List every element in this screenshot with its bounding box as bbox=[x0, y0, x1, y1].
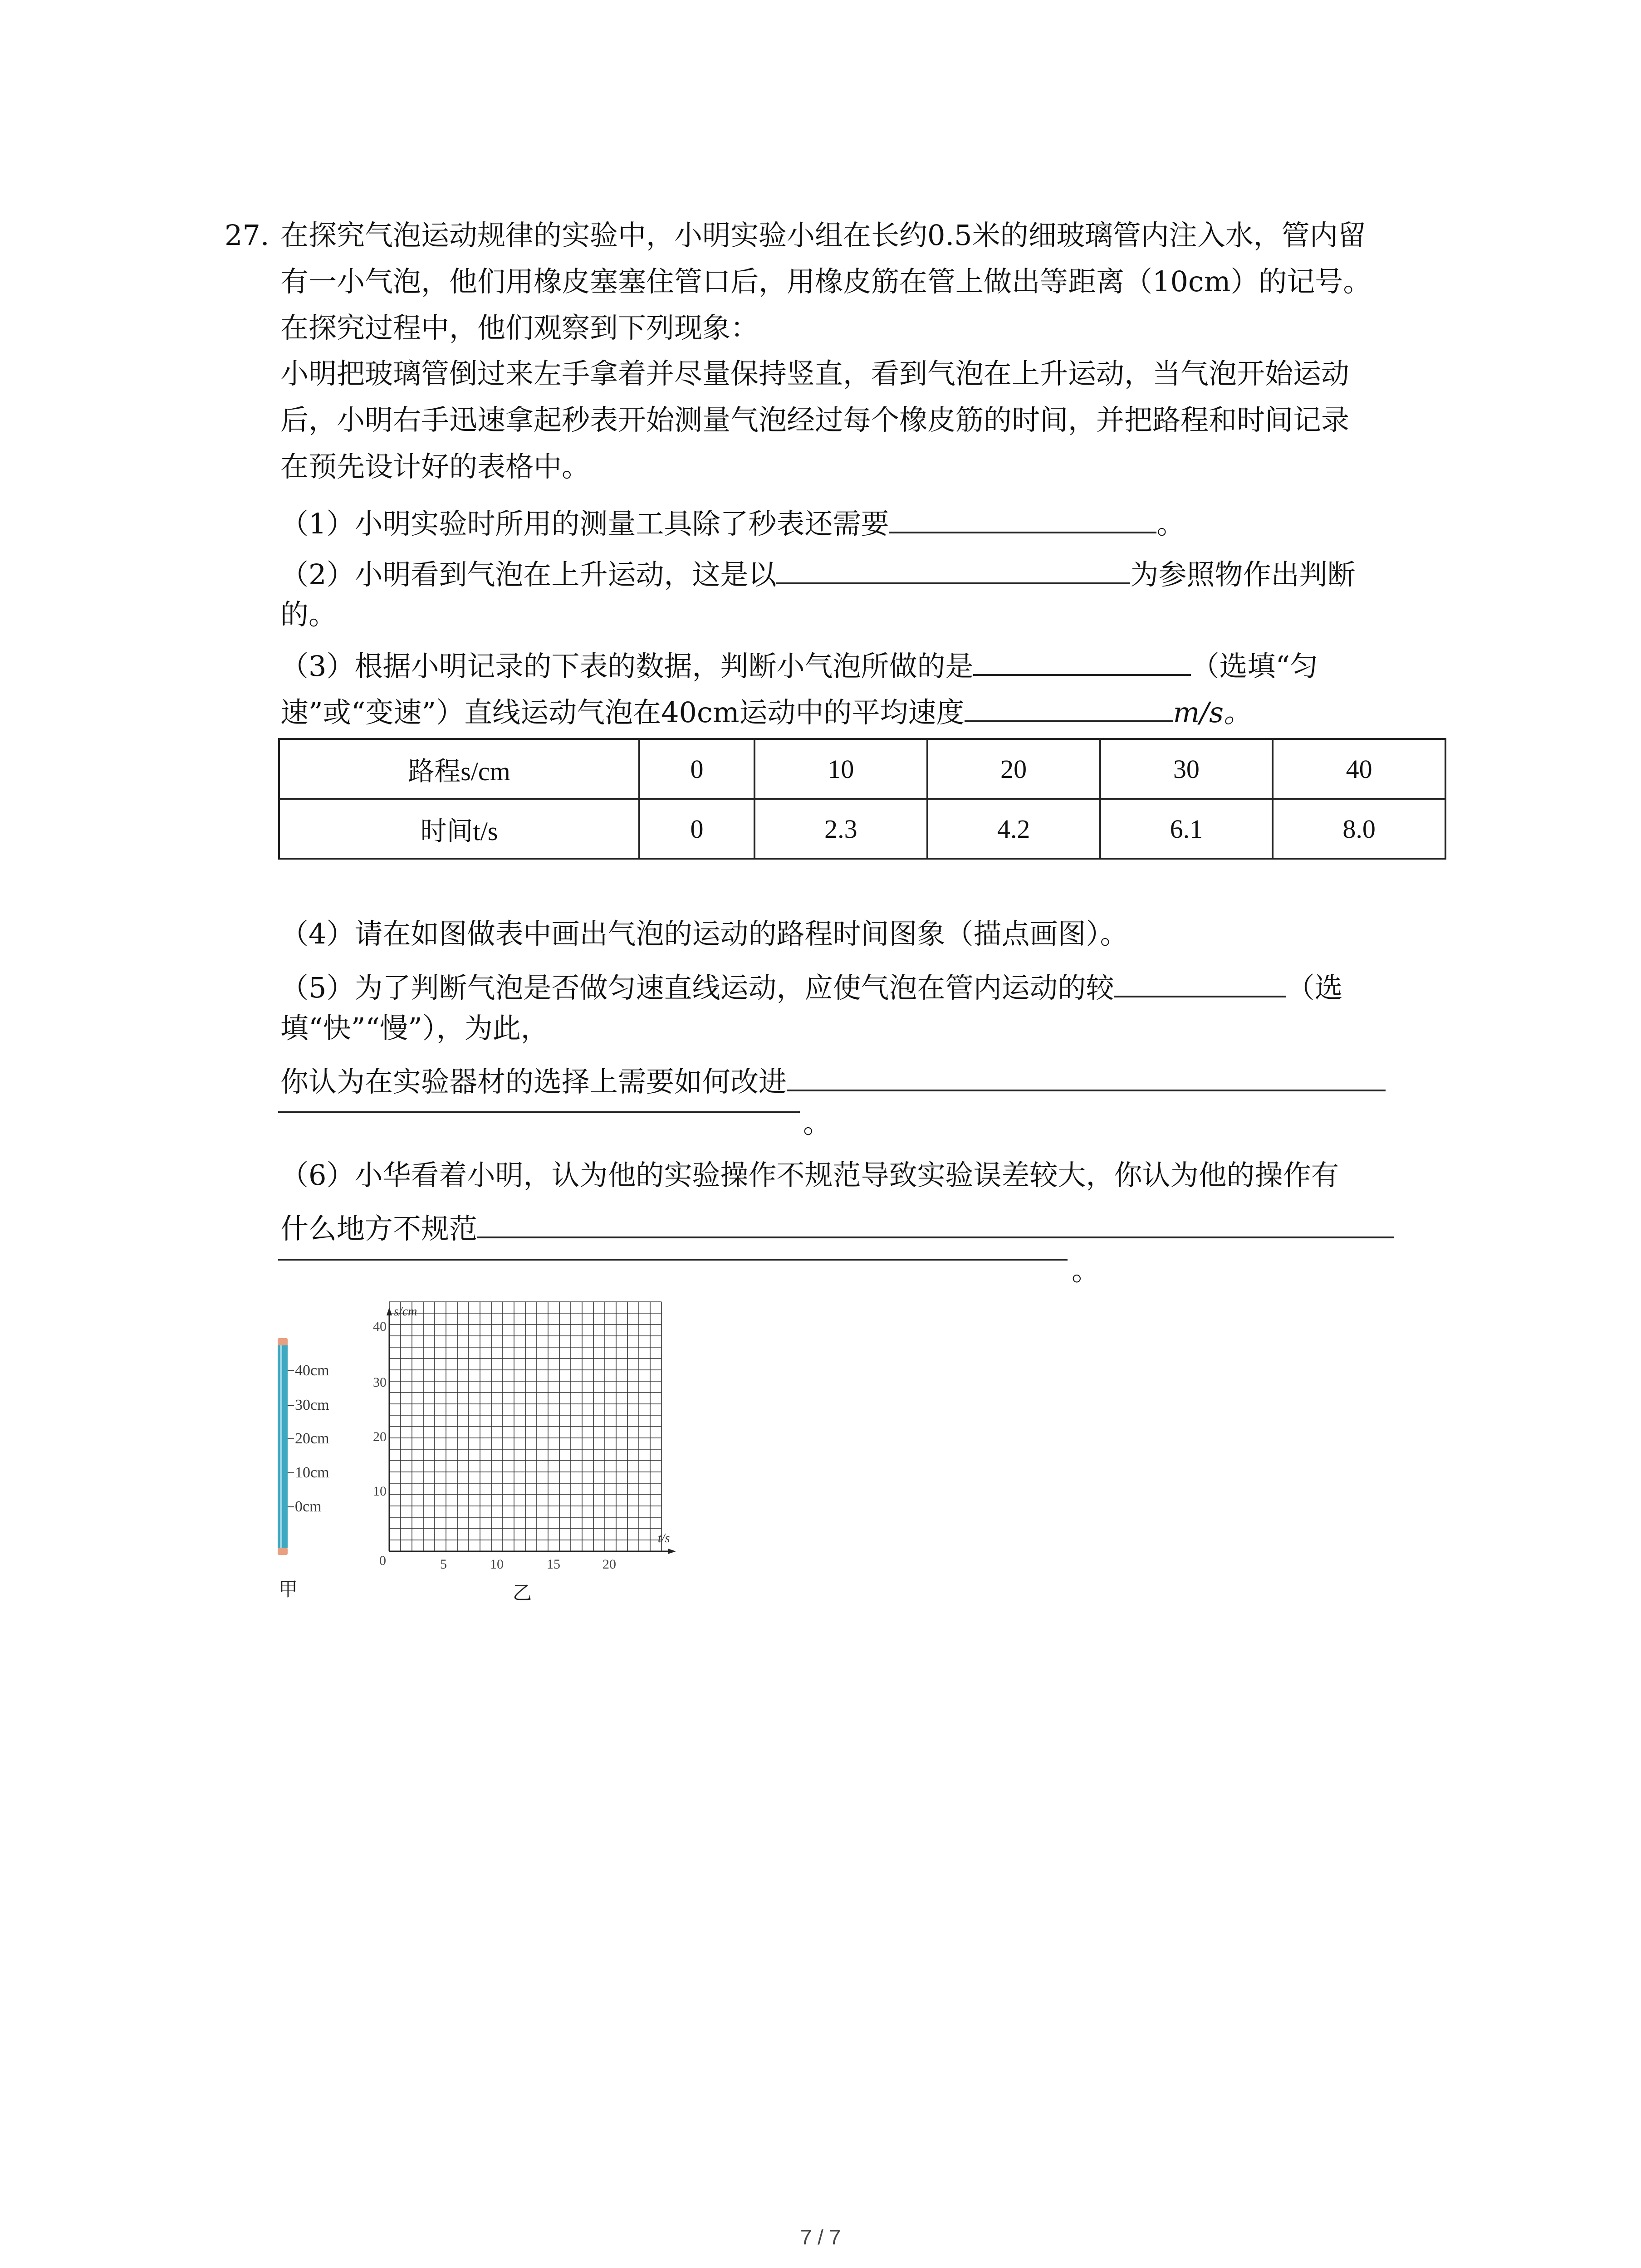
x-tick-15: 15 bbox=[547, 1557, 560, 1572]
table-cell: 20 bbox=[927, 739, 1100, 799]
part-6-period: 。 bbox=[1072, 1254, 1100, 1287]
intro-line-1: 在探究气泡运动规律的实验中，小明实验小组在长约0.5米的细玻璃管内注入水，管内留 bbox=[280, 219, 1366, 252]
glass-tube-icon bbox=[278, 1345, 288, 1548]
part-1-text: （1）小明实验时所用的测量工具除了秒表还需要 bbox=[280, 507, 889, 540]
data-table bbox=[278, 738, 1446, 860]
answer-blank-5b[interactable] bbox=[787, 1061, 1386, 1091]
figure-caption-yi: 乙 bbox=[513, 1582, 532, 1604]
part-6: （6）小华看着小明，认为他的实验操作不规范导致实验误差较大，你认为他的操作有 bbox=[280, 1158, 1339, 1192]
table-header-time: 时间t/s bbox=[279, 799, 639, 859]
origin-label: 0 bbox=[379, 1553, 386, 1568]
part-5-line-3 bbox=[280, 1061, 1386, 1096]
graph-grid bbox=[389, 1302, 661, 1551]
y-tick-10: 10 bbox=[373, 1484, 387, 1499]
y-axis-arrow-icon bbox=[387, 1307, 392, 1315]
table-row-distance bbox=[279, 739, 1445, 799]
part-5-text: （5）为了判断气泡是否做匀速直线运动，应使气泡在管内运动的较 bbox=[280, 971, 1114, 1004]
tube-top-stopper bbox=[278, 1338, 288, 1346]
answer-blank-6a[interactable] bbox=[477, 1208, 1394, 1238]
tube-mark-0: 0cm bbox=[295, 1498, 322, 1515]
y-tick-20: 20 bbox=[373, 1429, 387, 1444]
x-axis-label: t/s bbox=[658, 1531, 670, 1545]
x-tick-20: 20 bbox=[603, 1557, 616, 1572]
table-cell: 10 bbox=[754, 739, 927, 799]
question-number: 27. bbox=[225, 219, 269, 252]
part-4: （4）请在如图做表中画出气泡的运动的路程时间图象（描点画图）。 bbox=[280, 917, 1128, 950]
answer-blank-2[interactable] bbox=[776, 554, 1130, 584]
intro-line-2: 有一小气泡，他们用橡皮塞塞住管口后，用橡皮筋在管上做出等距离（10cm）的记号。 bbox=[280, 265, 1372, 298]
part-3-line-2 bbox=[280, 692, 1252, 727]
table-cell: 4.2 bbox=[927, 799, 1100, 859]
part-3 bbox=[280, 646, 1318, 683]
tube-mark-10: 10cm bbox=[295, 1464, 329, 1481]
x-tick-5: 5 bbox=[440, 1557, 447, 1572]
table-row-time bbox=[279, 799, 1445, 859]
y-tick-40: 40 bbox=[373, 1319, 387, 1334]
page-number: 7 / 7 bbox=[800, 2225, 841, 2249]
part-2 bbox=[280, 554, 1355, 589]
intro-line-5: 后，小明右手迅速拿起秒表开始测量气泡经过每个橡皮筋的时间，并把路程和时间记录 bbox=[280, 403, 1350, 436]
table-cell: 0 bbox=[639, 799, 754, 859]
tube-mark-40: 40cm bbox=[295, 1362, 329, 1379]
part-1-end: 。 bbox=[1156, 507, 1185, 540]
table-cell: 30 bbox=[1100, 739, 1273, 799]
answer-blank-5c[interactable] bbox=[278, 1111, 800, 1113]
part-1 bbox=[280, 503, 1185, 538]
table-header-distance: 路程s/cm bbox=[279, 739, 639, 799]
blank-graph bbox=[373, 1302, 676, 1604]
table-cell: 6.1 bbox=[1100, 799, 1273, 859]
part-2-text: （2）小明看到气泡在上升运动，这是以 bbox=[280, 558, 777, 591]
x-tick-10: 10 bbox=[490, 1557, 504, 1572]
experiment-figure bbox=[272, 1297, 726, 1624]
tube-bottom-stopper bbox=[278, 1548, 288, 1555]
part-5-line-2: 填“快”“慢”），为此， bbox=[280, 1012, 549, 1045]
part-2-line-2: 的。 bbox=[280, 598, 337, 631]
y-axis-label: s/cm bbox=[394, 1305, 417, 1319]
part-2-end: 为参照物作出判断 bbox=[1130, 558, 1356, 591]
intro-line-4: 小明把玻璃管倒过来左手拿着并尽量保持竖直，看到气泡在上升运动，当气泡开始运动 bbox=[280, 357, 1350, 390]
y-tick-30: 30 bbox=[373, 1375, 387, 1390]
answer-blank-5a[interactable] bbox=[1114, 968, 1286, 997]
answer-blank-3a[interactable] bbox=[973, 646, 1191, 676]
tube-mark-20: 20cm bbox=[295, 1430, 329, 1447]
answer-blank-6b[interactable] bbox=[278, 1259, 1068, 1261]
answer-blank-1[interactable] bbox=[889, 503, 1156, 533]
part-3-end: （选填“匀 bbox=[1191, 650, 1318, 683]
table-cell: 0 bbox=[639, 739, 754, 799]
answer-blank-3b[interactable] bbox=[965, 692, 1173, 722]
part-5-line-3-text: 你认为在实验器材的选择上需要如何改进 bbox=[280, 1065, 787, 1098]
glass-tube-diagram bbox=[278, 1338, 329, 1600]
intro-line-6: 在预先设计好的表格中。 bbox=[280, 450, 590, 483]
table-cell: 8.0 bbox=[1273, 799, 1445, 859]
speed-unit: m/s。 bbox=[1173, 696, 1252, 729]
x-axis-arrow-icon bbox=[668, 1549, 676, 1554]
part-6-line-2 bbox=[280, 1208, 1394, 1243]
tube-highlight bbox=[280, 1345, 282, 1548]
table-cell: 2.3 bbox=[754, 799, 927, 859]
table-cell: 40 bbox=[1273, 739, 1445, 799]
part-5-end: （选 bbox=[1286, 971, 1343, 1004]
part-6-line-2-text: 什么地方不规范 bbox=[280, 1212, 478, 1245]
tube-mark-30: 30cm bbox=[295, 1397, 329, 1413]
part-5-period: 。 bbox=[803, 1106, 832, 1139]
intro-line-3: 在探究过程中，他们观察到下列现象： bbox=[280, 311, 759, 344]
part-3-line-2-text: 速”或“变速”）直线运动气泡在40cm运动中的平均速度 bbox=[280, 696, 965, 729]
part-5 bbox=[280, 968, 1342, 1002]
figure-caption-jia: 甲 bbox=[279, 1578, 298, 1600]
part-3-text: （3）根据小明记录的下表的数据，判断小气泡所做的是 bbox=[280, 650, 974, 683]
